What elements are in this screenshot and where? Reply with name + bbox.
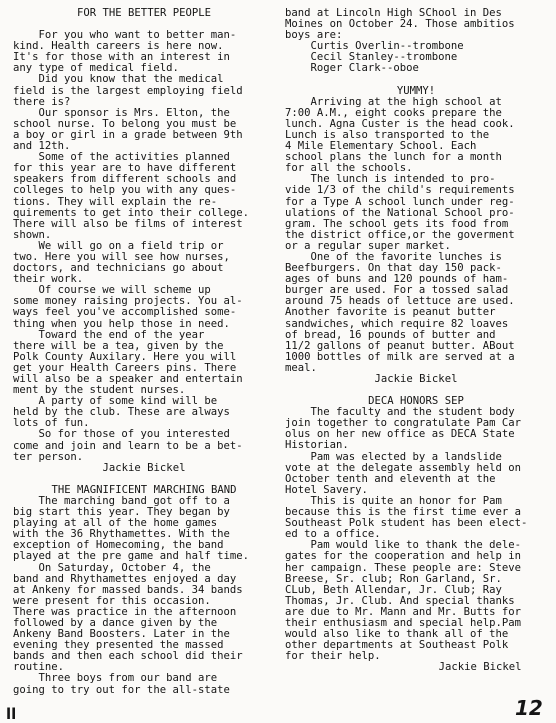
text-line: There will also be films of interest <box>13 218 243 230</box>
text-line: sandwiches, which require 82 loaves <box>285 318 509 330</box>
text-line: would also like to thank all of the <box>285 629 509 641</box>
text-line: Jackie Bickel <box>374 374 458 385</box>
page-number: 12 <box>515 696 543 720</box>
text-line: evening they presented the massed <box>13 640 224 652</box>
text-line: speakers from different schools and <box>13 174 237 186</box>
text-line: any type of medical field. <box>13 63 179 75</box>
text-line: The lunch is intended to pro- <box>285 174 496 186</box>
text-line: because this is the first time ever a <box>285 507 521 519</box>
text-line: followed by a dance given by the <box>13 617 218 629</box>
text-line: October tenth and eleventh at the <box>285 473 496 485</box>
text-line: kind. Health careers is here now. <box>13 41 224 53</box>
text-line: with the 36 Rhythamettes. With the <box>13 529 230 541</box>
text-line: Some of the activities planned <box>13 152 230 164</box>
text-line: Pam would like to thank the dele- <box>285 540 521 552</box>
text-line: get your Health Careers pins. There <box>13 362 237 374</box>
text-line: for this year are to have different <box>13 163 237 175</box>
text-line: Did you know that the medical <box>13 74 224 86</box>
text-line: two. Here you will see how nurses, <box>13 251 230 263</box>
text-line: gates for the cooperation and help in <box>285 551 521 563</box>
text-line: It's for those with an interest in <box>13 52 230 64</box>
text-line: This is quite an honor for Pam <box>285 495 502 507</box>
text-line: big start this year. They began by <box>13 507 230 519</box>
text-line: ter person. <box>13 451 84 463</box>
text-line: gram. The school gets its food from <box>285 218 509 230</box>
text-line: Breese, Sr. club; Ron Garland, Sr. <box>285 573 502 585</box>
text-line: bands and then each school did their <box>13 651 243 663</box>
text-line: FOR THE BETTER PEOPLE <box>77 8 211 19</box>
text-line: Pam was elected by a landslide <box>285 451 502 463</box>
text-line: 11/2 gallons of peanut butter. ABout <box>285 340 515 352</box>
text-line: for all the schools. <box>285 163 413 175</box>
text-line: there will be a tea, given by the <box>13 340 224 352</box>
left-column <box>13 8 275 696</box>
text-line: Our sponsor is Mrs. Elton, the <box>13 107 230 119</box>
text-line: there is? <box>13 96 71 108</box>
text-line: On Saturday, October 4, the <box>13 562 211 574</box>
text-line: colleges to help you with any ques- <box>13 185 237 197</box>
text-line: school nurse. To belong you must be <box>13 118 237 130</box>
text-line: THE MAGNIFICENT MARCHING BAND <box>51 484 237 496</box>
text-line: ways feel you've accomplished some- <box>13 307 237 319</box>
text-line: Three boys from our band are <box>13 673 218 685</box>
text-line: meal. <box>285 362 317 374</box>
text-line: thing when you help those in need. <box>13 318 230 330</box>
corner-mark: ll <box>6 705 17 723</box>
paragraph-gap <box>285 385 547 396</box>
text-line: tions. They will explain the re- <box>13 196 218 208</box>
text-line: lots of fun. <box>13 418 90 430</box>
text-line: Jackie Bickel <box>438 662 547 674</box>
text-line: their work. <box>13 274 84 286</box>
text-line: doctors, and technicians go about <box>13 263 224 275</box>
text-line: YUMMY! <box>396 85 436 97</box>
text-line: of bread, 16 pounds of butter and <box>285 329 496 341</box>
text-line: ment by the student nurses. <box>13 385 186 397</box>
text-line: were present for this occasion. <box>13 595 211 607</box>
text-line: A party of some kind will be <box>13 396 218 408</box>
text-line: the district office,or the goverment <box>285 229 515 241</box>
text-line: vide 1/3 of the child's requirements <box>285 185 515 197</box>
text-line: 1000 bottles of milk are served at a <box>285 351 515 363</box>
text-line: DECA HONORS SEP <box>368 396 464 408</box>
text-line: Curtis Overlin--trombone <box>285 41 464 53</box>
text-line: Thomas, Jr. Club. And special thanks <box>285 595 515 607</box>
text-line: her campaign. These people are: Steve <box>285 562 521 574</box>
text-line: vote at the delegate assembly held on <box>285 462 521 474</box>
text-line: played at the pre game and half time. <box>13 551 249 563</box>
text-line: The faculty and the student body <box>285 407 515 419</box>
text-line: around 75 heads of lettuce are used. <box>285 296 515 308</box>
text-line: CLub, Beth Allendar, Jr. Club; Ray <box>285 584 502 596</box>
text-line: come and join and learn to be a bet- <box>13 440 243 452</box>
text-line: burger are used. For a tossed salad <box>285 285 509 297</box>
text-line: playing at all of the home games <box>13 518 218 530</box>
text-line: exception of Homecoming, the band <box>13 540 224 552</box>
text-line: other departments at Southeast Polk <box>285 640 509 652</box>
text-line: field is the largest employing field <box>13 85 243 97</box>
text-line: Hotel Savery. <box>285 484 368 496</box>
text-line: quirements to get into their college. <box>13 207 249 219</box>
text-line: Moines on October 24. Those ambitios <box>285 19 515 31</box>
text-line: their enthusiasm and special help.Pam <box>285 617 521 629</box>
text-line: and 12th. <box>13 141 71 153</box>
text-line: for their help. <box>285 651 381 663</box>
text-line: The marching band got off to a <box>13 495 230 507</box>
text-line: There was practice in the afternoon <box>13 606 237 618</box>
text-line: school plans the lunch for a month <box>285 152 502 164</box>
text-line: ed to a office. <box>285 529 381 541</box>
text-line: 4 Mile Elementary School. Each <box>285 141 477 153</box>
text-line: lunch. Agna Custer is the head cook. <box>285 118 515 130</box>
text-line: Beefburgers. On that day 150 pack- <box>285 263 502 275</box>
paragraph-gap <box>13 474 275 485</box>
text-line: a boy or girl in a grade between 9th <box>13 129 243 141</box>
text-line: for a Type A school lunch under reg- <box>285 196 515 208</box>
text-line: For you who want to better man- <box>13 30 237 42</box>
text-line: We will go on a field trip or <box>13 240 224 252</box>
text-line: will also be a speaker and entertain <box>13 374 243 385</box>
text-line: held by the club. These are always <box>13 407 230 419</box>
text-line: olus on her new office as DECA State <box>285 429 515 441</box>
right-column <box>285 8 547 673</box>
text-line: One of the favorite lunches is <box>285 251 502 263</box>
text-line: ulations of the National School pro- <box>285 207 515 219</box>
text-line: Historian. <box>285 440 349 452</box>
text-line: some money raising projects. You al- <box>13 296 243 308</box>
text-line: Arriving at the high school at <box>285 96 502 108</box>
text-line: Jackie Bickel <box>102 462 186 474</box>
text-line: Ankeny Band Boosters. Later in the <box>13 629 230 641</box>
text-line: Cecil Stanley--trombone <box>285 52 458 64</box>
text-line: 7:00 A.M., eight cooks prepare the <box>285 107 502 119</box>
text-line: Polk County Auxilary. Here you will <box>13 351 237 363</box>
text-line: band and Rhythamettes enjoyed a day <box>13 573 237 585</box>
paragraph-gap <box>13 19 275 30</box>
text-line: at Ankeny for massed bands. 34 bands <box>13 584 243 596</box>
text-line: ages of buns and 120 pounds of ham- <box>285 274 509 286</box>
text-line: or a regular super market. <box>285 240 451 252</box>
text-line: routine. <box>13 662 65 674</box>
text-line: So for those of you interested <box>13 429 230 441</box>
text-line: Of course we will scheme up <box>13 285 211 297</box>
text-line: Roger Clark--oboe <box>285 63 419 75</box>
text-line: band at Lincoln High SChool in Des <box>285 8 502 19</box>
text-line: going to try out for the all-state <box>13 684 230 696</box>
text-line: join together to congratulate Pam Car <box>285 418 521 430</box>
text-line: Lunch is also transported to the <box>285 129 490 141</box>
text-line: Southeast Polk student has been elect- <box>285 518 528 530</box>
text-line: Another favorite is peanut butter <box>285 307 496 319</box>
paragraph-gap <box>285 75 547 86</box>
text-line: shown. <box>13 229 52 241</box>
text-line: are due to Mr. Mann and Mr. Butts for <box>285 606 521 618</box>
text-line: Toward the end of the year <box>13 329 205 341</box>
text-line: boys are: <box>285 30 343 42</box>
